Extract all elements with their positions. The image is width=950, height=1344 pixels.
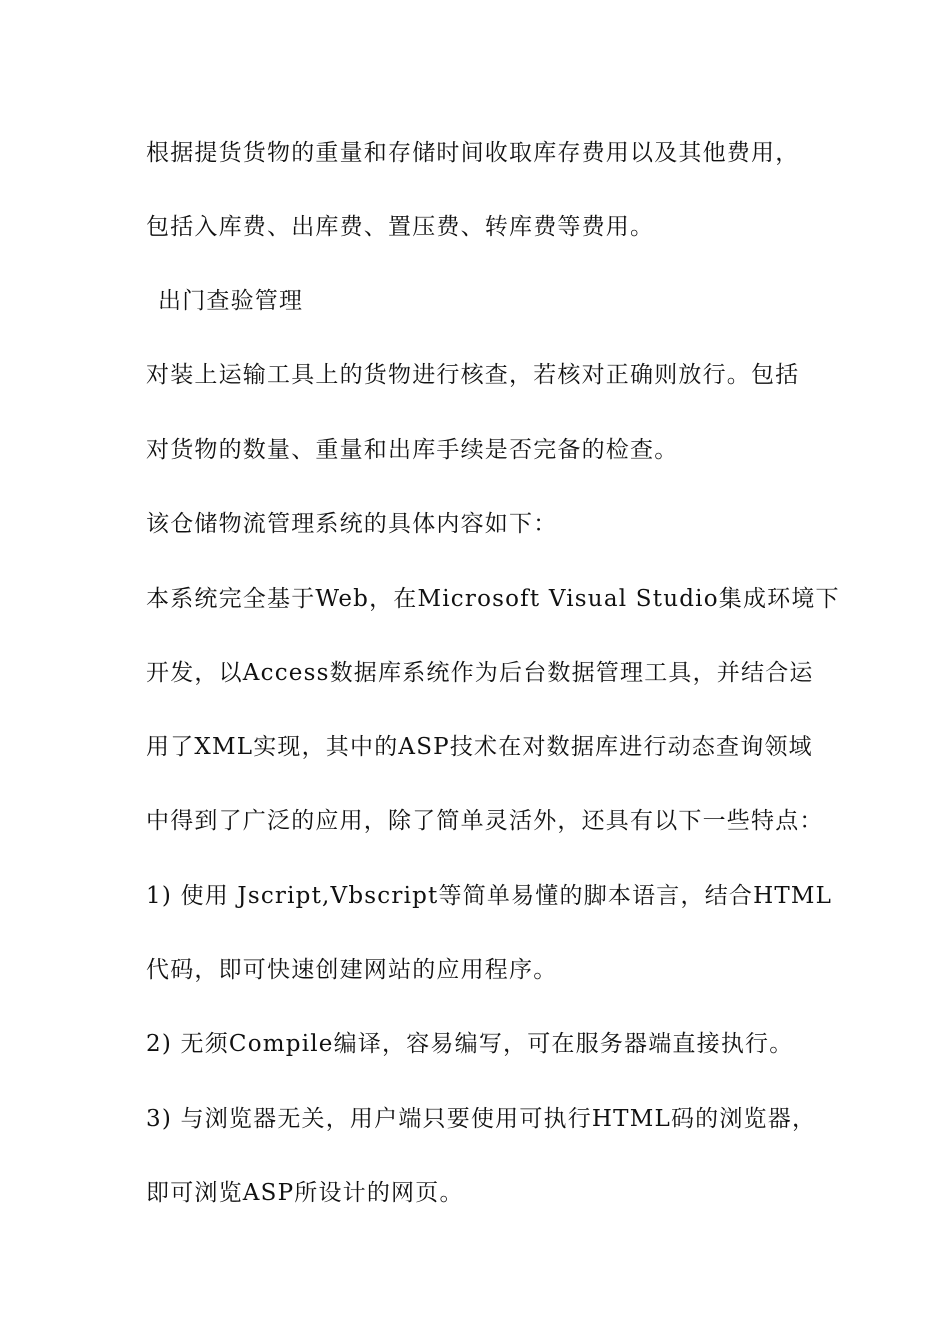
list-item-1-line-2: 代码，即可快速创建网站的应用程序。 bbox=[146, 957, 558, 983]
paragraph-line-3: 对装上运输工具上的货物进行核查，若核对正确则放行。包括 bbox=[146, 362, 800, 388]
section-heading: 出门查验管理 bbox=[158, 288, 304, 314]
paragraph-line-8: 用了XML实现，其中的ASP技术在对数据库进行动态查询领域 bbox=[146, 734, 813, 760]
paragraph-line-7: 开发，以Access数据库系统作为后台数据管理工具，并结合运 bbox=[146, 660, 814, 686]
list-item-3-line-1: 3) 与浏览器无关，用户端只要使用可执行HTML码的浏览器， bbox=[146, 1106, 817, 1132]
list-item-3-line-2: 即可浏览ASP所设计的网页。 bbox=[146, 1180, 464, 1206]
paragraph-line-6: 本系统完全基于Web，在Microsoft Visual Studio集成环境下 bbox=[146, 586, 840, 612]
paragraph-line-4: 对货物的数量、重量和出库手续是否完备的检查。 bbox=[146, 437, 679, 463]
paragraph-line-2: 包括入库费、出库费、置压费、转库费等费用。 bbox=[146, 214, 655, 240]
paragraph-line-5: 该仓储物流管理系统的具体内容如下： bbox=[146, 511, 558, 537]
paragraph-line-1: 根据提货货物的重量和存储时间收取库存费用以及其他费用， bbox=[146, 140, 800, 166]
list-item-1-line-1: 1) 使用 Jscript,Vbscript等简单易懂的脚本语言，结合HTML bbox=[146, 883, 833, 909]
paragraph-line-9: 中得到了广泛的应用，除了简单灵活外，还具有以下一些特点： bbox=[146, 808, 824, 834]
list-item-2: 2) 无须Compile编译，容易编写，可在服务器端直接执行。 bbox=[146, 1031, 794, 1057]
